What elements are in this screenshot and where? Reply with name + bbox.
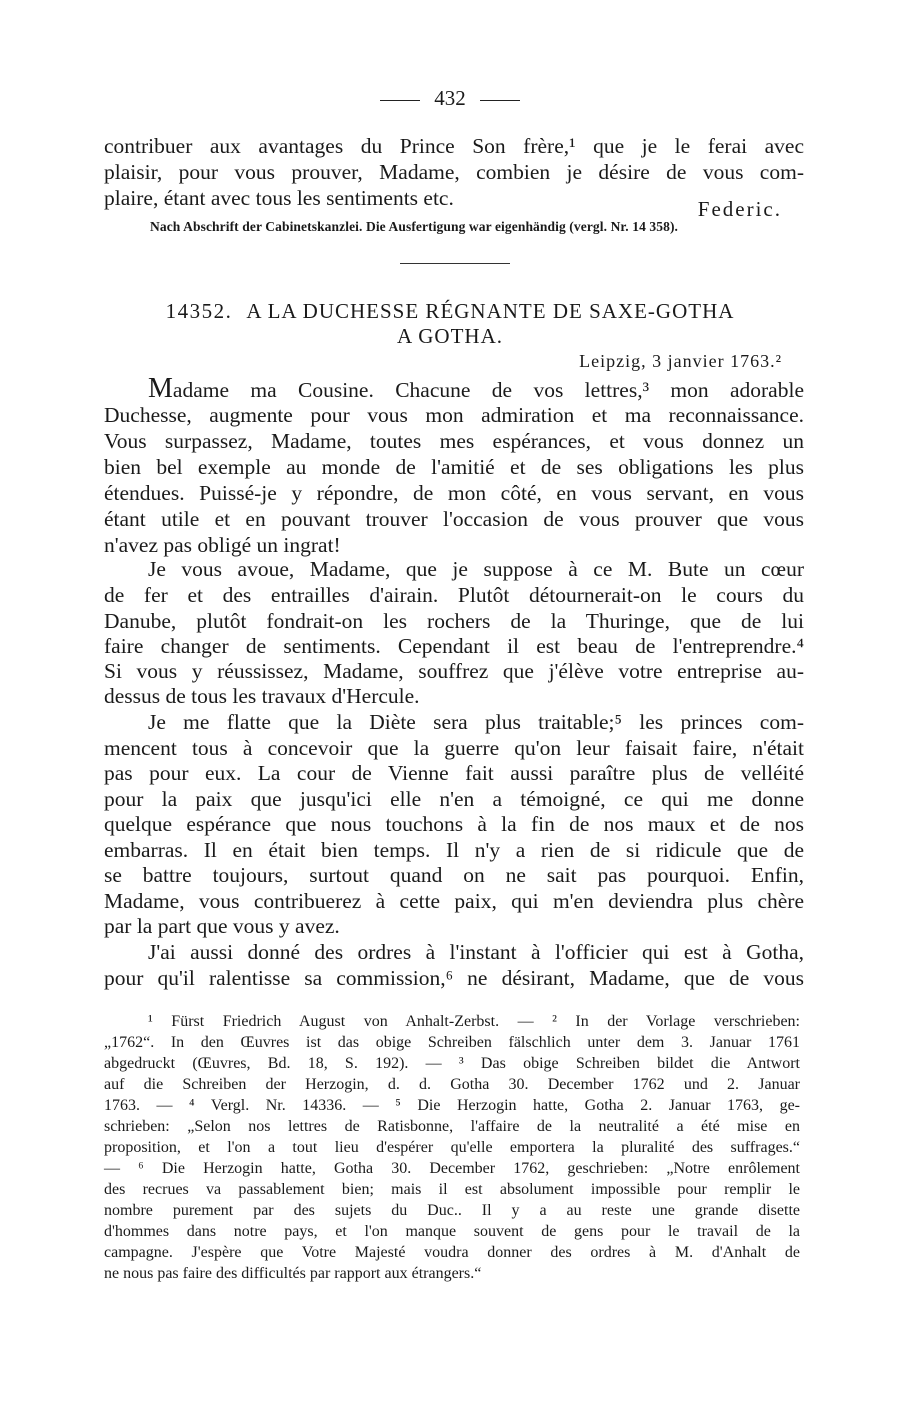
footnote-line: nombre purement par des sujets du Duc.. Il y a au reste une grande disette [104,1202,800,1219]
drop-initial: M [148,373,173,404]
footnote-line: proposition, et l'on a tout lieu d'espérer qu'elle emportera la pluralité des suffrages.“ [104,1139,800,1156]
signature: Federic. [697,197,782,221]
footnote-line: schrieben: „Selon nos lettres de Ratisbonne, l'affaire de la neutralité a été mise en [104,1118,800,1135]
body-line: pas pour eux. La cour de Vienne fait aussi paraître plus de velléité [104,761,804,785]
continuation-line: contribuer aux avantages du Prince Son frère,¹ que je le ferai avec [104,134,804,158]
footnote-line: ne nous pas faire des difficultés par rapport aux étrangers.“ [104,1265,482,1282]
letter-title: A LA DUCHESSE RÉGNANTE DE SAXE-GOTHA [246,299,735,323]
footnote-line: ¹ Fürst Friedrich August von Anhalt-Zerbst. — ² In der Vorlage verschrieben: [148,1013,800,1030]
body-line: pour la paix que jusqu'ici elle n'en a témoigné, ce qui me donne [104,787,804,811]
footnote-line: „1762“. In den Œuvres ist das obige Schreiben fälschlich unter dem 3. Januar 1761 [104,1034,800,1051]
body-line: faire changer de sentiments. Cependant il est beau de l'entreprendre.⁴ [104,634,804,658]
footnote-line: 1763. — ⁴ Vergl. Nr. 14336. — ⁵ Die Herzogin hatte, Gotha 2. Januar 1763, ge- [104,1097,800,1114]
footnote-line: des recrues va passablement bien; mais il est absolument impossible pour remplir le [104,1181,800,1198]
body-line: Duchesse, augmente pour vous mon admiration et ma reconnaissance. [104,403,804,427]
continuation-line: plaisir, pour vous prouver, Madame, combien je désire de vous com- [104,160,804,184]
body-line: n'avez pas obligé un ingrat! [104,533,341,557]
letter-title-line2: A GOTHA. [397,324,503,348]
footnote-line: auf die Schreiben der Herzogin, d. d. Gotha 30. December 1762 und 2. Januar [104,1076,800,1093]
page-header [0,86,900,111]
body-line: Je vous avoue, Madame, que je suppose à ce M. Bute un cœur [148,557,804,581]
body-line: étant utile et en pouvant trouver l'occasion de vous prouver que vous [104,507,804,531]
letter-number: 14352. [165,299,233,323]
body-line: J'ai aussi donné des ordres à l'instant à l'officier qui est à Gotha, [148,940,804,964]
footnote-line: d'hommes dans notre pays, et l'on manque souvent de gens pour le travail de la [104,1223,800,1240]
footnote-line: campagne. J'espère que Votre Majesté voudra donner des ordres à M. d'Anhalt de [104,1244,800,1261]
body-line: bien bel exemple au monde de l'amitié et de ses obligations les plus [104,455,804,479]
body-line: Si vous y réussissez, Madame, souffrez que j'élève votre entreprise au- [104,659,804,683]
continuation-line: plaire, étant avec tous les sentiments etc. [104,186,454,210]
dateline: Leipzig, 3 janvier 1763.² [579,351,782,371]
body-line: se battre toujours, surtout quand on ne sait pas pourquoi. Enfin, [104,863,804,887]
body-line: par la part que vous y avez. [104,914,340,938]
body-line: embarras. Il en était bien temps. Il n'y a rien de si ridicule que de [104,838,804,862]
body-line: mencent tous à concevoir que la guerre qu'on leur faisait faire, n'était [104,736,804,760]
body-line: pour qu'il ralentisse sa commission,⁶ ne désirant, Madame, que de vous [104,966,804,990]
body-line: Danube, plutôt fondrait-on les rochers de la Thuringe, que de lui [104,609,804,633]
body-line: étendues. Puissé-je y répondre, de mon côté, en vous servant, en vous [104,481,804,505]
body-line: Je me flatte que la Diète sera plus traitable;⁵ les princes com- [148,710,804,734]
footnote-line: abgedruckt (Œuvres, Bd. 18, S. 192). — ³ Das obige Schreiben bildet die Antwort [104,1055,800,1072]
page-number: 432 [434,86,466,110]
body-line: Madame ma Cousine. Chacune de vos lettres,³ mon adorable [148,373,804,404]
source-note: Nach Abschrift der Cabinetskanzlei. Die Ausfertigung war eigenhändig (vergl. Nr. 14 358). [150,219,679,234]
body-line: dessus de tous les travaux d'Hercule. [104,684,420,708]
body-line: Madame, vous contribuerez à cette paix, qui m'en deviendra plus chère [104,889,804,913]
footnote-line: — ⁶ Die Herzogin hatte, Gotha 30. December 1762, geschrieben: „Notre enrôlement [104,1160,800,1177]
body-line: Vous surpassez, Madame, toutes mes espérances, et vous donnez un [104,429,804,453]
body-line: de fer et des entrailles d'airain. Plutôt détournerait-on le cours du [104,583,804,607]
folio-dash-left [380,100,420,101]
letter-heading [0,299,900,324]
section-divider [400,263,510,264]
body-line: quelque espérance que nous touchons à la fin de nos maux et de nos [104,812,804,836]
folio-dash-right [480,100,520,101]
